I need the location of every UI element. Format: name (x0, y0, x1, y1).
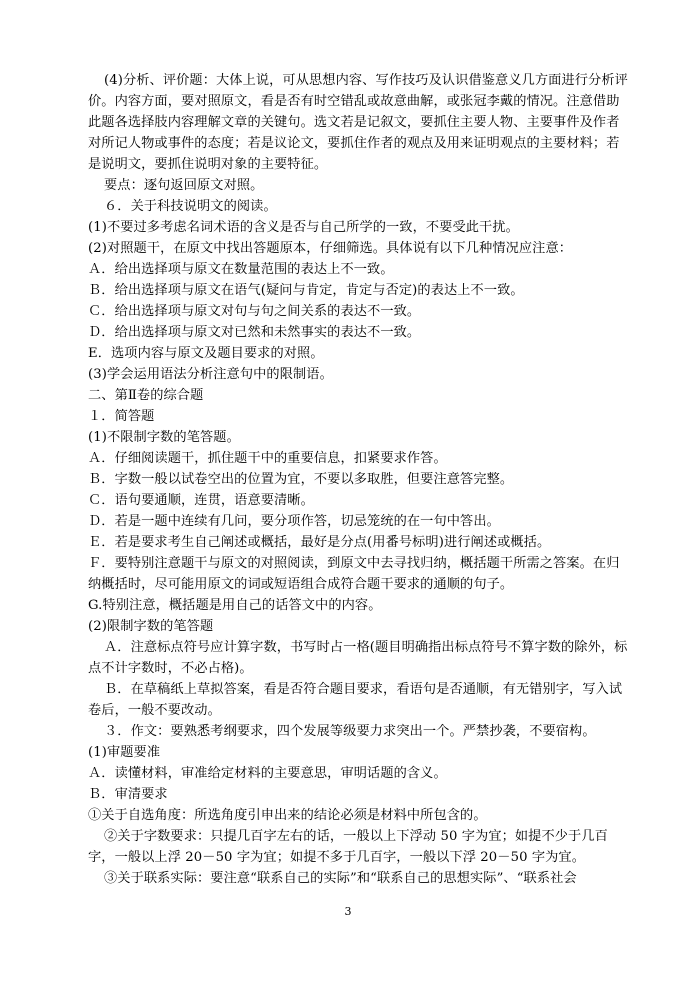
paragraph: (2)限制字数的笔答题 (88, 619, 214, 634)
paragraph: ３．作文：要熟悉考纲要求，四个发展等级要力求突出一个。严禁抄袭，不要宿构。 (104, 724, 596, 739)
paragraph: Ｄ．若是一题中连续有几问，要分项作答，切忌笼统的在一句中答出。 (88, 514, 500, 529)
section-heading: 二、第Ⅱ卷的综合题 (88, 388, 204, 403)
paragraph: (2)对照题干，在原文中找出答题原本，仔细筛选。具体说有以下几种情况应注意： (88, 241, 573, 256)
paragraph: Ｂ．审清要求 (88, 787, 168, 802)
paragraph: Ａ．仔细阅读题干，抓住题干中的重要信息，扣紧要求作答。 (88, 451, 447, 466)
paragraph: Ｃ．给出选择项与原文对句与句之间关系的表达不一致。 (88, 304, 421, 319)
paragraph: Ｃ．语句要通顺，连贯，语意要清晰。 (88, 493, 314, 508)
paragraph: ②关于字数要求：只提几百字左右的话，一般以上下浮动 50 字为宜；如提不少于几百字，一般以上浮 20－50 字为宜；如提不多于几百字，一般以下浮 20－50 字为宜。 (88, 829, 608, 865)
paragraph: Ｂ．在草稿纸上草拟答案，看是否符合题目要求，看语句是否通顺，有无错别字，写入试卷后，一般不要改动。 (88, 682, 623, 718)
paragraph: Ｅ．若是要求考生自己阐述或概括，最好是分点(用番号标明)进行阐述或概括。 (88, 535, 551, 550)
document-body (88, 70, 628, 889)
paragraph: ６．关于科技说明文的阅读。 (104, 199, 277, 214)
paragraph: (3)学会运用语法分析注意句中的限制语。 (88, 367, 333, 382)
paragraph: Ａ．注意标点符号应计算字数，书写时占一格(题目明确指出标点符号不算字数的除外，标点不计字数时，不必占格)。 (88, 640, 628, 676)
paragraph: Ａ．读懂材料，审准给定材料的主要意思，审明话题的含义。 (88, 766, 447, 781)
paragraph: (1)不要过多考虑名词术语的含义是否与自己所学的一致，不要受此干扰。 (88, 220, 519, 235)
paragraph: E．选项内容与原文及题目要求的对照。 (88, 346, 324, 361)
paragraph: G.特别注意，概括题是用自己的话答文中的内容。 (88, 598, 382, 613)
page-number: 3 (344, 905, 352, 918)
paragraph: ③关于联系实际：要注意“联系自己的实际”和“联系自己的思想实际”、“联系社会 (104, 871, 577, 886)
subsection-heading: １．简答题 (88, 409, 155, 424)
paragraph: Ｄ．给出选择项与原文对已然和未然事实的表达不一致。 (88, 325, 421, 340)
paragraph: Ｂ．给出选择项与原文在语气(疑问与肯定，肯定与否定)的表达上不一致。 (88, 283, 524, 298)
paragraph: 要点：逐句返回原文对照。 (104, 178, 264, 193)
paragraph: (4)分析、评价题：大体上说，可从思想内容、写作技巧及认识借鉴意义几方面进行分析评价。内容方面，要对照原文，看是否有时空错乱或故意曲解，或张冠李戴的情况。注意借助此题各选择肢内容理解文章的关键句。选文若是记叙文，要抓住主要人物、主要事件及作者对所记人物或事件的态度；若是议论文，要抓住作者的观点及用来证明观点的主要材料；若是说明文，要抓住说明对象的主要特征。 (88, 73, 628, 172)
paragraph: ①关于自选角度：所选角度引申出来的结论必须是材料中所包含的。 (88, 808, 487, 823)
paragraph: (1)审题要准 (88, 745, 161, 760)
paragraph: (1)不限制字数的笔答题。 (88, 430, 240, 445)
paragraph: Ａ．给出选择项与原文在数量范围的表达上不一致。 (88, 262, 394, 277)
paragraph: Ｆ．要特别注意题干与原文的对照阅读，到原文中去寻找归纳，概括题干所需之答案。在归纳概括时，尽可能用原文的词或短语组合成符合题干要求的通顺的句子。 (88, 556, 620, 592)
paragraph: Ｂ．字数一般以试卷空出的位置为宜，不要以多取胜，但要注意答完整。 (88, 472, 514, 487)
